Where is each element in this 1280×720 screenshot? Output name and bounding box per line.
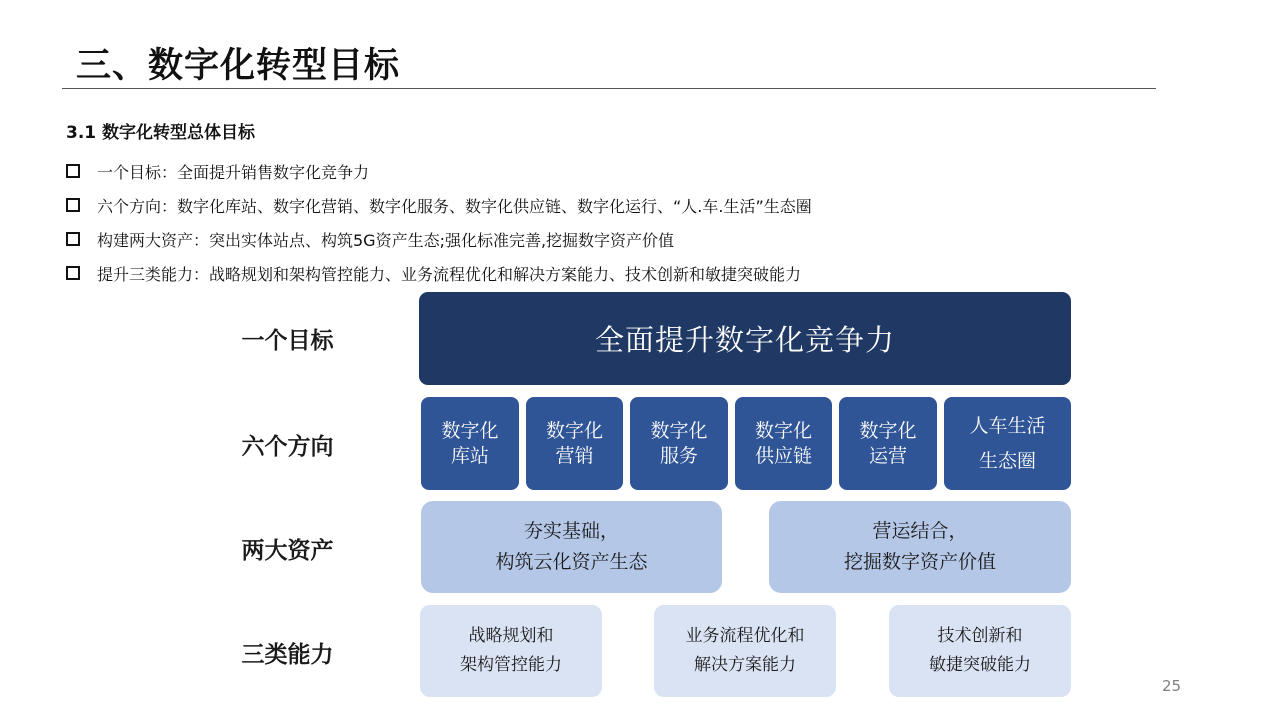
- direction-box: [421, 397, 519, 490]
- direction-box: [944, 397, 1071, 490]
- direction-line1: 人车生活: [969, 414, 1046, 437]
- direction-line1: 数字化: [859, 419, 917, 442]
- direction-line2: 服务: [659, 444, 698, 467]
- row-label-goal: 一个目标: [241, 328, 334, 354]
- asset-box: [769, 501, 1071, 593]
- asset-line1: 营运结合，: [872, 520, 968, 542]
- bullet-text: 六个方向：数字化库站、数字化营销、数字化服务、数字化供应链、数字化运行、“人.车.生活”生态圈: [97, 196, 812, 216]
- direction-box: [526, 397, 623, 490]
- checkbox-bullet-icon: [66, 198, 80, 212]
- direction-box: [630, 397, 728, 490]
- direction-line2: 运营: [868, 444, 907, 467]
- bullet-item: [66, 222, 812, 256]
- bullet-item: [66, 256, 812, 290]
- asset-line1: 夯实基础，: [523, 520, 619, 542]
- ability-box: [420, 605, 602, 697]
- asset-line2: 挖掘数字资产价值: [843, 551, 996, 573]
- row-label-abilities: 三类能力: [241, 642, 334, 668]
- direction-line1: 数字化: [545, 419, 603, 442]
- bullet-item: [66, 188, 812, 222]
- direction-line2: 供应链: [754, 444, 812, 467]
- goal-text: 全面提升数字化竞争力: [594, 323, 895, 357]
- direction-line1: 数字化: [754, 419, 812, 442]
- asset-box: [421, 501, 722, 593]
- direction-line2: 生态圈: [978, 449, 1036, 472]
- direction-box: [735, 397, 832, 490]
- bullet-text: 构建两大资产：突出实体站点、构筑5G资产生态;强化标准完善,挖掘数字资产价值: [97, 230, 675, 250]
- page-title: 三、数字化转型目标: [76, 46, 401, 86]
- ability-line1: 战略规划和: [468, 626, 554, 646]
- row-label-assets: 两大资产: [241, 538, 334, 564]
- checkbox-bullet-icon: [66, 164, 80, 178]
- direction-line1: 数字化: [650, 419, 708, 442]
- direction-line1: 数字化: [441, 419, 499, 442]
- checkbox-bullet-icon: [66, 232, 80, 246]
- ability-line1: 技术创新和: [937, 626, 1023, 646]
- ability-box: [654, 605, 836, 697]
- goal-box: [419, 292, 1071, 385]
- checkbox-bullet-icon: [66, 266, 80, 280]
- ability-line2: 解决方案能力: [694, 655, 796, 675]
- ability-line2: 敏捷突破能力: [929, 655, 1031, 675]
- bullet-text: 提升三类能力：战略规划和架构管控能力、业务流程优化和解决方案能力、技术创新和敏捷突破能力: [97, 264, 802, 284]
- ability-box: [889, 605, 1071, 697]
- title-divider: [62, 88, 1156, 89]
- page-number: 25: [1162, 677, 1182, 695]
- bullet-text: 一个目标：全面提升销售数字化竞争力: [97, 162, 370, 182]
- objective-bullet-list: [66, 154, 812, 290]
- ability-line1: 业务流程优化和: [685, 626, 805, 646]
- asset-line2: 构筑云化资产生态: [495, 551, 648, 573]
- direction-line2: 营销: [555, 444, 594, 467]
- ability-line2: 架构管控能力: [460, 655, 562, 675]
- direction-box: [839, 397, 937, 490]
- bullet-item: [66, 154, 812, 188]
- section-subtitle: 3.1 数字化转型总体目标: [66, 123, 256, 143]
- direction-line2: 库站: [450, 444, 489, 467]
- row-label-directions: 六个方向: [241, 434, 334, 460]
